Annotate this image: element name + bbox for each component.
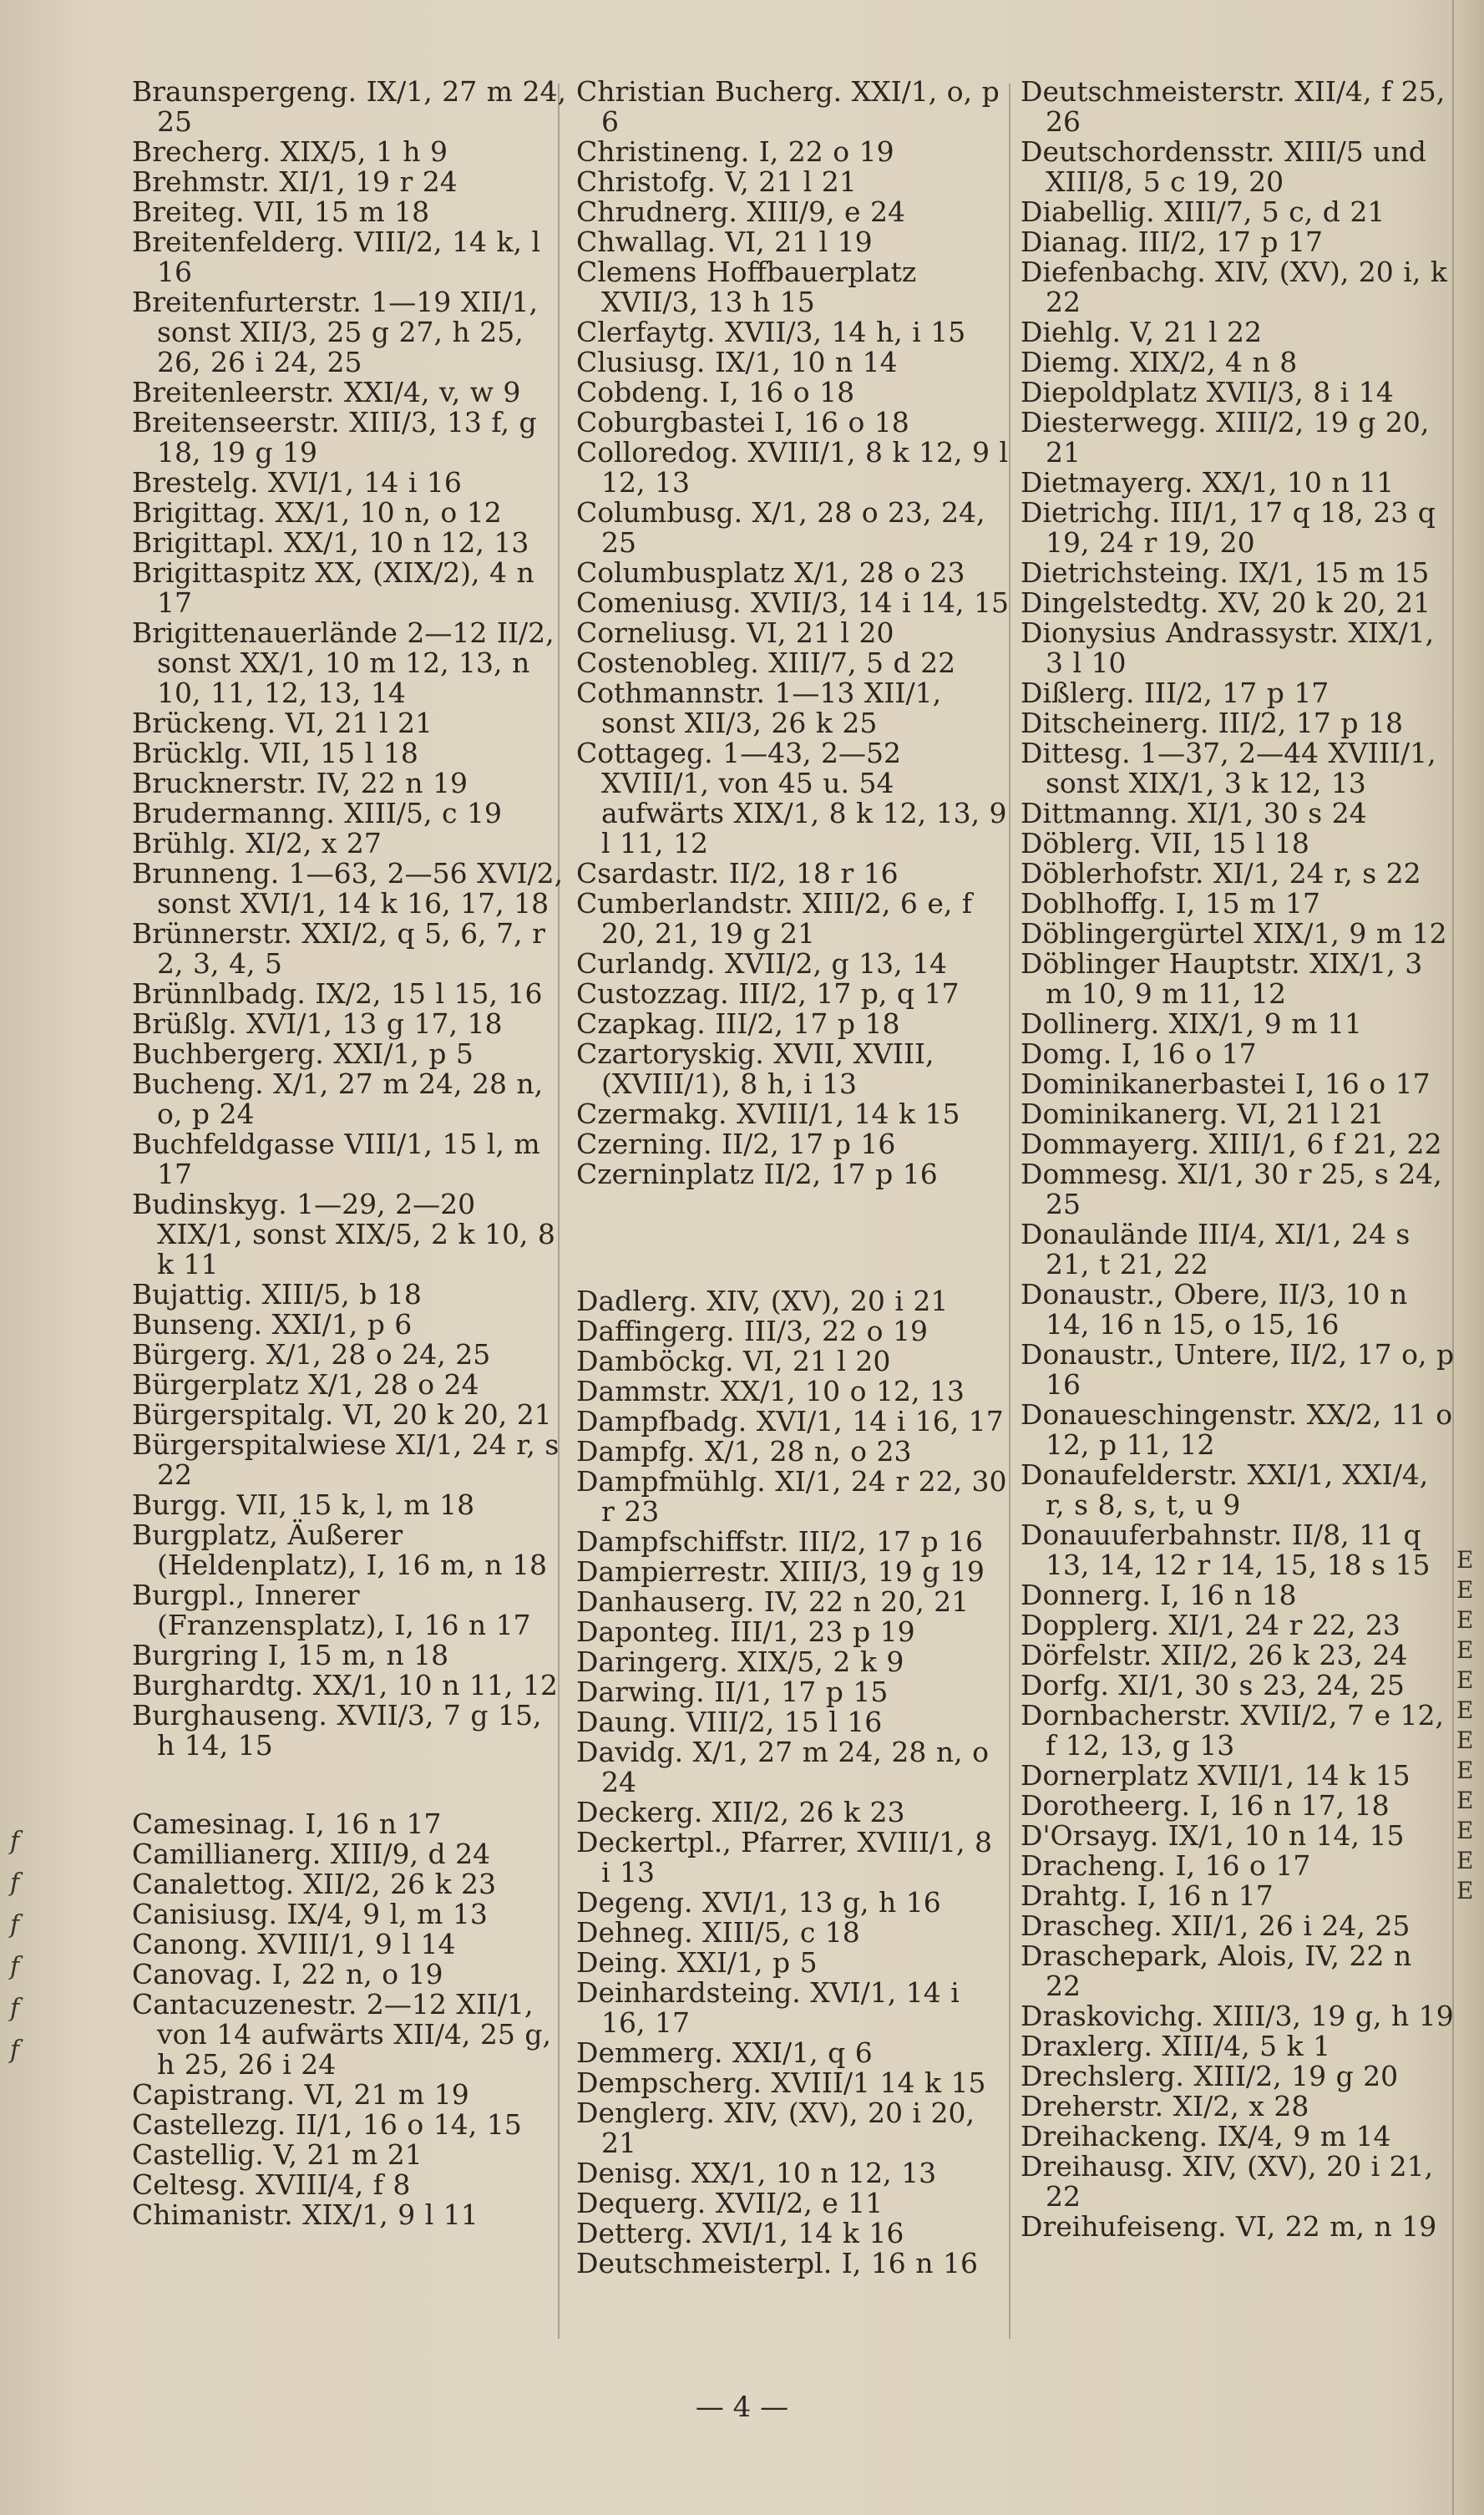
street-entry: Dietrichsteing. IX/1, 15 m 15 <box>1021 556 1430 589</box>
street-entry: Doblhoffg. I, 15 m 17 <box>1021 887 1320 920</box>
street-entry: Brünnlbadg. IX/2, 15 l 15, 16 <box>132 977 543 1010</box>
street-entry: Brünnerstr. XXI/2, q 5, 6, 7, r 2, 3, 4, 5 <box>132 917 545 980</box>
street-entry: Drahtg. I, 16 n 17 <box>1021 1879 1274 1912</box>
street-entry: Dommayerg. XIII/1, 6 f 21, 22 <box>1021 1128 1442 1160</box>
street-entry: Deckerg. XII/2, 26 k 23 <box>576 1796 905 1828</box>
street-entry: D'Orsayg. IX/1, 10 n 14, 15 <box>1021 1819 1405 1852</box>
street-entry: Burgring I, 15 m, n 18 <box>132 1639 449 1671</box>
street-entry: Damböckg. VI, 21 l 20 <box>576 1345 891 1377</box>
street-entry: Döblingergürtel XIX/1, 9 m 12 <box>1021 917 1447 950</box>
street-entry: Burghardtg. XX/1, 10 n 11, 12 <box>132 1669 558 1701</box>
street-entry: Dreihausg. XIV, (XV), 20 i 21, 22 <box>1021 2150 1434 2213</box>
street-entry: Diemg. XIX/2, 4 n 8 <box>1021 346 1298 378</box>
street-entry: Dißlerg. III/2, 17 p 17 <box>1021 677 1330 709</box>
street-entry: Burgg. VII, 15 k, l, m 18 <box>132 1488 475 1521</box>
street-entry: Dingelstedtg. XV, 20 k 20, 21 <box>1021 586 1431 619</box>
street-entry: Draxlerg. XIII/4, 5 k 1 <box>1021 2030 1331 2062</box>
street-entry: Brühlg. XI/2, x 27 <box>132 827 382 859</box>
street-entry: Custozzag. III/2, 17 p, q 17 <box>576 977 960 1010</box>
street-entry: Bucheng. X/1, 27 m 24, 28 n, o, p 24 <box>132 1067 544 1130</box>
street-entry: Donaufelderstr. XXI/1, XXI/4, r, s 8, s, t, u 9 <box>1021 1458 1429 1521</box>
street-entry: Bunseng. XXI/1, p 6 <box>132 1308 413 1341</box>
street-entry: Dorfg. XI/1, 30 s 23, 24, 25 <box>1021 1669 1405 1701</box>
street-entry: Columbusplatz X/1, 28 o 23 <box>576 556 965 589</box>
street-entry: Dörfelstr. XII/2, 26 k 23, 24 <box>1021 1639 1408 1671</box>
street-entry: Daffingerg. III/3, 22 o 19 <box>576 1315 928 1347</box>
section-gap <box>132 1761 566 1809</box>
street-entry: Daringerg. XIX/5, 2 k 9 <box>576 1645 904 1678</box>
street-entry: Dianag. III/2, 17 p 17 <box>1021 226 1324 258</box>
street-entry: Costenobleg. XIII/7, 5 d 22 <box>576 646 956 679</box>
street-entry: Darwing. II/1, 17 p 15 <box>576 1676 889 1708</box>
street-entry: Cantacuzenestr. 2—12 XII/1, von 14 aufwärts XII/4, 25 g, h 25, 26 i 24 <box>132 1988 552 2081</box>
street-entry: Dampfmühlg. XI/1, 24 r 22, 30 r 23 <box>576 1465 1007 1528</box>
section-gap <box>576 1189 1010 1238</box>
street-entry: Canong. XVIII/1, 9 l 14 <box>132 1928 456 1960</box>
street-entry: Donaueschingenstr. XX/2, 11 o 12, p 11, 12 <box>1021 1398 1453 1461</box>
street-entry: Brigittaspitz XX, (XIX/2), 4 n 17 <box>132 556 534 619</box>
street-entry: Dittmanng. XI/1, 30 s 24 <box>1021 797 1367 829</box>
street-entry: Burghauseng. XVII/3, 7 g 15, h 14, 15 <box>132 1699 542 1762</box>
street-entry: Dopplerg. XI/1, 24 r 22, 23 <box>1021 1609 1400 1641</box>
street-entry: Dorotheerg. I, 16 n 17, 18 <box>1021 1789 1390 1822</box>
street-entry: Danhauserg. IV, 22 n 20, 21 <box>576 1585 970 1618</box>
street-entry: Cumberlandstr. XIII/2, 6 e, f 20, 21, 19 g 21 <box>576 887 973 950</box>
street-entry: Donnerg. I, 16 n 18 <box>1021 1579 1297 1611</box>
street-entry: Dominikanerg. VI, 21 l 21 <box>1021 1098 1385 1130</box>
street-entry: Christofg. V, 21 l 21 <box>576 165 857 198</box>
street-entry: Brecherg. XIX/5, 1 h 9 <box>132 135 448 168</box>
street-entry: Denglerg. XIV, (XV), 20 i 20, 21 <box>576 2097 975 2159</box>
street-entry: Drascheg. XII/1, 26 i 24, 25 <box>1021 1909 1411 1942</box>
street-entry: Deutschmeisterstr. XII/4, f 25, 26 <box>1021 75 1446 138</box>
street-entry: Dreihackeng. IX/4, 9 m 14 <box>1021 2120 1391 2152</box>
street-entry: Dampfschiffstr. III/2, 17 p 16 <box>576 1525 984 1558</box>
street-entry: Daung. VIII/2, 15 l 16 <box>576 1706 883 1738</box>
street-entry: Burgpl., Innerer (Franzensplatz), I, 16 n 17 <box>132 1579 531 1641</box>
street-entry: Cottageg. 1—43, 2—52 XVIII/1, von 45 u. 54 aufwärts XIX/1, 8 k 12, 13, 9 l 11, 12 <box>576 737 1007 859</box>
street-entry: Brigittag. XX/1, 10 n, o 12 <box>132 496 502 529</box>
street-entry: Clerfaytg. XVII/3, 14 h, i 15 <box>576 316 966 348</box>
street-entry: Deing. XXI/1, p 5 <box>576 1946 818 1979</box>
street-entry: Bürgerplatz X/1, 28 o 24 <box>132 1368 479 1401</box>
street-entry: Dreherstr. XI/2, x 28 <box>1021 2090 1309 2122</box>
street-entry: Breitenseerstr. XIII/3, 13 f, g 18, 19 g 19 <box>132 406 537 469</box>
street-entry: Deckertpl., Pfarrer, XVIII/1, 8 i 13 <box>576 1826 992 1889</box>
street-entry: Corneliusg. VI, 21 l 20 <box>576 616 894 649</box>
street-entry: Clusiusg. IX/1, 10 n 14 <box>576 346 898 378</box>
street-entry: Brigittapl. XX/1, 10 n 12, 13 <box>132 526 529 559</box>
street-entry: Diepoldplatz XVII/3, 8 i 14 <box>1021 376 1394 408</box>
street-entry: Döblerhofstr. XI/1, 24 r, s 22 <box>1021 857 1421 890</box>
street-entry: Dadlerg. XIV, (XV), 20 i 21 <box>576 1285 949 1317</box>
street-entry: Cobdeng. I, 16 o 18 <box>576 376 855 408</box>
street-entry: Deutschmeisterpl. I, 16 n 16 <box>576 2247 978 2279</box>
street-entry: Dequerg. XVII/2, e 11 <box>576 2187 884 2219</box>
street-column-1 <box>132 77 566 2230</box>
street-entry: Davidg. X/1, 27 m 24, 28 n, o 24 <box>576 1736 989 1798</box>
street-entry: Breitenfelderg. VIII/2, 14 k, l 16 <box>132 226 541 288</box>
street-entry: Diehlg. V, 21 l 22 <box>1021 316 1263 348</box>
street-entry: Canovag. I, 22 n, o 19 <box>132 1958 443 1990</box>
street-entry: Dampfg. X/1, 28 n, o 23 <box>576 1435 912 1468</box>
street-entry: Brigittenauerlände 2—12 II/2, sonst XX/1, 10 m 12, 13, n 10, 11, 12, 13, 14 <box>132 616 555 709</box>
street-entry: Brückeng. VI, 21 l 21 <box>132 707 433 739</box>
street-entry: Camillianerg. XIII/9, d 24 <box>132 1838 491 1870</box>
street-entry: Curlandg. XVII/2, g 13, 14 <box>576 947 948 980</box>
street-entry: Brudermanng. XIII/5, c 19 <box>132 797 502 829</box>
street-entry: Dammstr. XX/1, 10 o 12, 13 <box>576 1375 965 1407</box>
street-entry: Canisiusg. IX/4, 9 l, m 13 <box>132 1898 488 1930</box>
street-entry: Czartoryskig. XVII, XVIII, (XVIII/1), 8 h, i 13 <box>576 1037 934 1100</box>
street-column-2 <box>576 77 1010 2279</box>
street-entry: Castellezg. II/1, 16 o 14, 15 <box>132 2108 522 2141</box>
street-entry: Csardastr. II/2, 18 r 16 <box>576 857 899 890</box>
street-entry: Döblinger Hauptstr. XIX/1, 3 m 10, 9 m 11, 12 <box>1021 947 1423 1010</box>
street-entry: Bürgerspitalwiese XI/1, 24 r, s 22 <box>132 1428 560 1491</box>
street-entry: Deutschordensstr. XIII/5 und XIII/8, 5 c 19, 20 <box>1021 135 1426 198</box>
street-entry: Brunneng. 1—63, 2—56 XVI/2, sonst XVI/1, 14 k 16, 17, 18 <box>132 857 564 920</box>
street-entry: Donaulände III/4, XI/1, 24 s 21, t 21, 22 <box>1021 1218 1411 1280</box>
street-entry: Dornbacherstr. XVII/2, 7 e 12, f 12, 13, g 13 <box>1021 1699 1444 1762</box>
street-entry: Dracheng. I, 16 o 17 <box>1021 1849 1311 1882</box>
street-entry: Diabellig. XIII/7, 5 c, d 21 <box>1021 195 1385 228</box>
street-entry: Dollinerg. XIX/1, 9 m 11 <box>1021 1007 1363 1040</box>
street-entry: Brücklg. VII, 15 l 18 <box>132 737 418 769</box>
street-entry: Dampierrestr. XIII/3, 19 g 19 <box>576 1555 985 1588</box>
street-entry: Domg. I, 16 o 17 <box>1021 1037 1257 1070</box>
street-entry: Dreihufeiseng. VI, 22 m, n 19 <box>1021 2210 1437 2243</box>
street-entry: Ditscheinerg. III/2, 17 p 18 <box>1021 707 1403 739</box>
street-entry: Breiteg. VII, 15 m 18 <box>132 195 430 228</box>
street-entry: Chrudnerg. XIII/9, e 24 <box>576 195 906 228</box>
street-entry: Dehneg. XIII/5, c 18 <box>576 1916 860 1949</box>
street-entry: Dietrichg. III/1, 17 q 18, 23 q 19, 24 r 19, 20 <box>1021 496 1436 559</box>
street-entry: Dietmayerg. XX/1, 10 n 11 <box>1021 466 1395 499</box>
street-entry: Detterg. XVI/1, 14 k 16 <box>576 2217 904 2249</box>
street-entry: Dempscherg. XVIII/1 14 k 15 <box>576 2066 986 2099</box>
street-entry: Comeniusg. XVII/3, 14 i 14, 15 <box>576 586 1010 619</box>
street-entry: Burgplatz, Äußerer (Heldenplatz), I, 16 m, n 18 <box>132 1519 547 1581</box>
street-entry: Columbusg. X/1, 28 o 23, 24, 25 <box>576 496 985 559</box>
street-entry: Chwallag. VI, 21 l 19 <box>576 226 873 258</box>
street-entry: Christian Bucherg. XXI/1, o, p 6 <box>576 75 1000 138</box>
street-entry: Donaustr., Obere, II/3, 10 n 14, 16 n 15, o 15, 16 <box>1021 1278 1408 1341</box>
street-entry: Draschepark, Alois, IV, 22 n 22 <box>1021 1939 1412 2002</box>
page-number: — 4 — <box>695 2391 789 2424</box>
street-entry: Döblerg. VII, 15 l 18 <box>1021 827 1309 859</box>
street-entry: Czermakg. XVIII/1, 14 k 15 <box>576 1098 960 1130</box>
street-entry: Cothmannstr. 1—13 XII/1, sonst XII/3, 26 k 25 <box>576 677 942 739</box>
street-entry: Diesterwegg. XIII/2, 19 g 20, 21 <box>1021 406 1430 469</box>
street-entry: Dominikanerbastei I, 16 o 17 <box>1021 1067 1431 1100</box>
street-entry: Budinskyg. 1—29, 2—20 XIX/1, sonst XIX/5, 2 k 10, 8 k 11 <box>132 1188 555 1280</box>
street-entry: Czerninplatz II/2, 17 p 16 <box>576 1158 938 1190</box>
street-entry: Brehmstr. XI/1, 19 r 24 <box>132 165 458 198</box>
street-entry: Demmerg. XXI/1, q 6 <box>576 2036 873 2069</box>
street-entry: Daponteg. III/1, 23 p 19 <box>576 1615 915 1648</box>
street-entry: Czerning. II/2, 17 p 16 <box>576 1128 896 1160</box>
street-entry: Camesinag. I, 16 n 17 <box>132 1808 442 1840</box>
street-entry: Castellig. V, 21 m 21 <box>132 2138 423 2171</box>
street-entry: Czapkag. III/2, 17 p 18 <box>576 1007 900 1040</box>
street-entry: Donaustr., Untere, II/2, 17 o, p 16 <box>1021 1338 1455 1401</box>
street-entry: Draskovichg. XIII/3, 19 g, h 19 <box>1021 2000 1454 2032</box>
street-entry: Dampfbadg. XVI/1, 14 i 16, 17 <box>576 1405 1004 1438</box>
street-column-3 <box>1021 77 1455 2242</box>
street-entry: Colloredog. XVIII/1, 8 k 12, 9 l 12, 13 <box>576 436 1009 499</box>
street-entry: Buchbergerg. XXI/1, p 5 <box>132 1037 474 1070</box>
street-entry: Christineng. I, 22 o 19 <box>576 135 894 168</box>
street-entry: Dionysius Andrassystr. XIX/1, 3 l 10 <box>1021 616 1435 679</box>
street-entry: Chimanistr. XIX/1, 9 l 11 <box>132 2198 479 2231</box>
street-entry: Dommesg. XI/1, 30 r 25, s 24, 25 <box>1021 1158 1442 1220</box>
street-entry: Dittesg. 1—37, 2—44 XVIII/1, sonst XIX/1, 3 k 12, 13 <box>1021 737 1436 799</box>
street-entry: Brestelg. XVI/1, 14 i 16 <box>132 466 462 499</box>
street-entry: Deinhardsteing. XVI/1, 14 i 16, 17 <box>576 1976 960 2039</box>
street-entry: Celtesg. XVIII/4, f 8 <box>132 2168 411 2201</box>
street-entry: Donauuferbahnstr. II/8, 11 q 13, 14, 12 r 14, 15, 18 s 15 <box>1021 1519 1431 1581</box>
left-edge-marks: f f f f f f <box>10 1827 20 2065</box>
street-entry: Degeng. XVI/1, 13 g, h 16 <box>576 1886 941 1919</box>
street-entry: Coburgbastei I, 16 o 18 <box>576 406 909 439</box>
street-entry: Denisg. XX/1, 10 n 12, 13 <box>576 2157 937 2189</box>
right-edge-marks: E E E E E E E E E E E E <box>1456 1546 1474 1904</box>
street-entry: Breitenfurterstr. 1—19 XII/1, sonst XII/3, 25 g 27, h 25, 26, 26 i 24, 25 <box>132 286 538 378</box>
street-entry: Diefenbachg. XIV, (XV), 20 i, k 22 <box>1021 256 1447 318</box>
page-edge <box>1452 0 1484 2515</box>
street-entry: Bujattig. XIII/5, b 18 <box>132 1278 422 1311</box>
street-entry: Breitenleerstr. XXI/4, v, w 9 <box>132 376 521 408</box>
street-entry: Drechslerg. XIII/2, 19 g 20 <box>1021 2060 1399 2092</box>
street-entry: Brucknerstr. IV, 22 n 19 <box>132 767 468 799</box>
street-entry: Capistrang. VI, 21 m 19 <box>132 2078 469 2111</box>
street-entry: Bürgerg. X/1, 28 o 24, 25 <box>132 1338 491 1371</box>
street-entry: Braunspergeng. IX/1, 27 m 24, 25 <box>132 75 566 138</box>
street-entry: Buchfeldgasse VIII/1, 15 l, m 17 <box>132 1128 540 1190</box>
street-entry: Brüßlg. XVI/1, 13 g 17, 18 <box>132 1007 503 1040</box>
street-entry: Clemens Hoffbauerplatz XVII/3, 13 h 15 <box>576 256 917 318</box>
street-entry: Bürgerspitalg. VI, 20 k 20, 21 <box>132 1398 552 1431</box>
street-entry: Dornerplatz XVII/1, 14 k 15 <box>1021 1759 1411 1792</box>
street-entry: Canalettog. XII/2, 26 k 23 <box>132 1868 497 1900</box>
section-gap <box>576 1238 1010 1286</box>
